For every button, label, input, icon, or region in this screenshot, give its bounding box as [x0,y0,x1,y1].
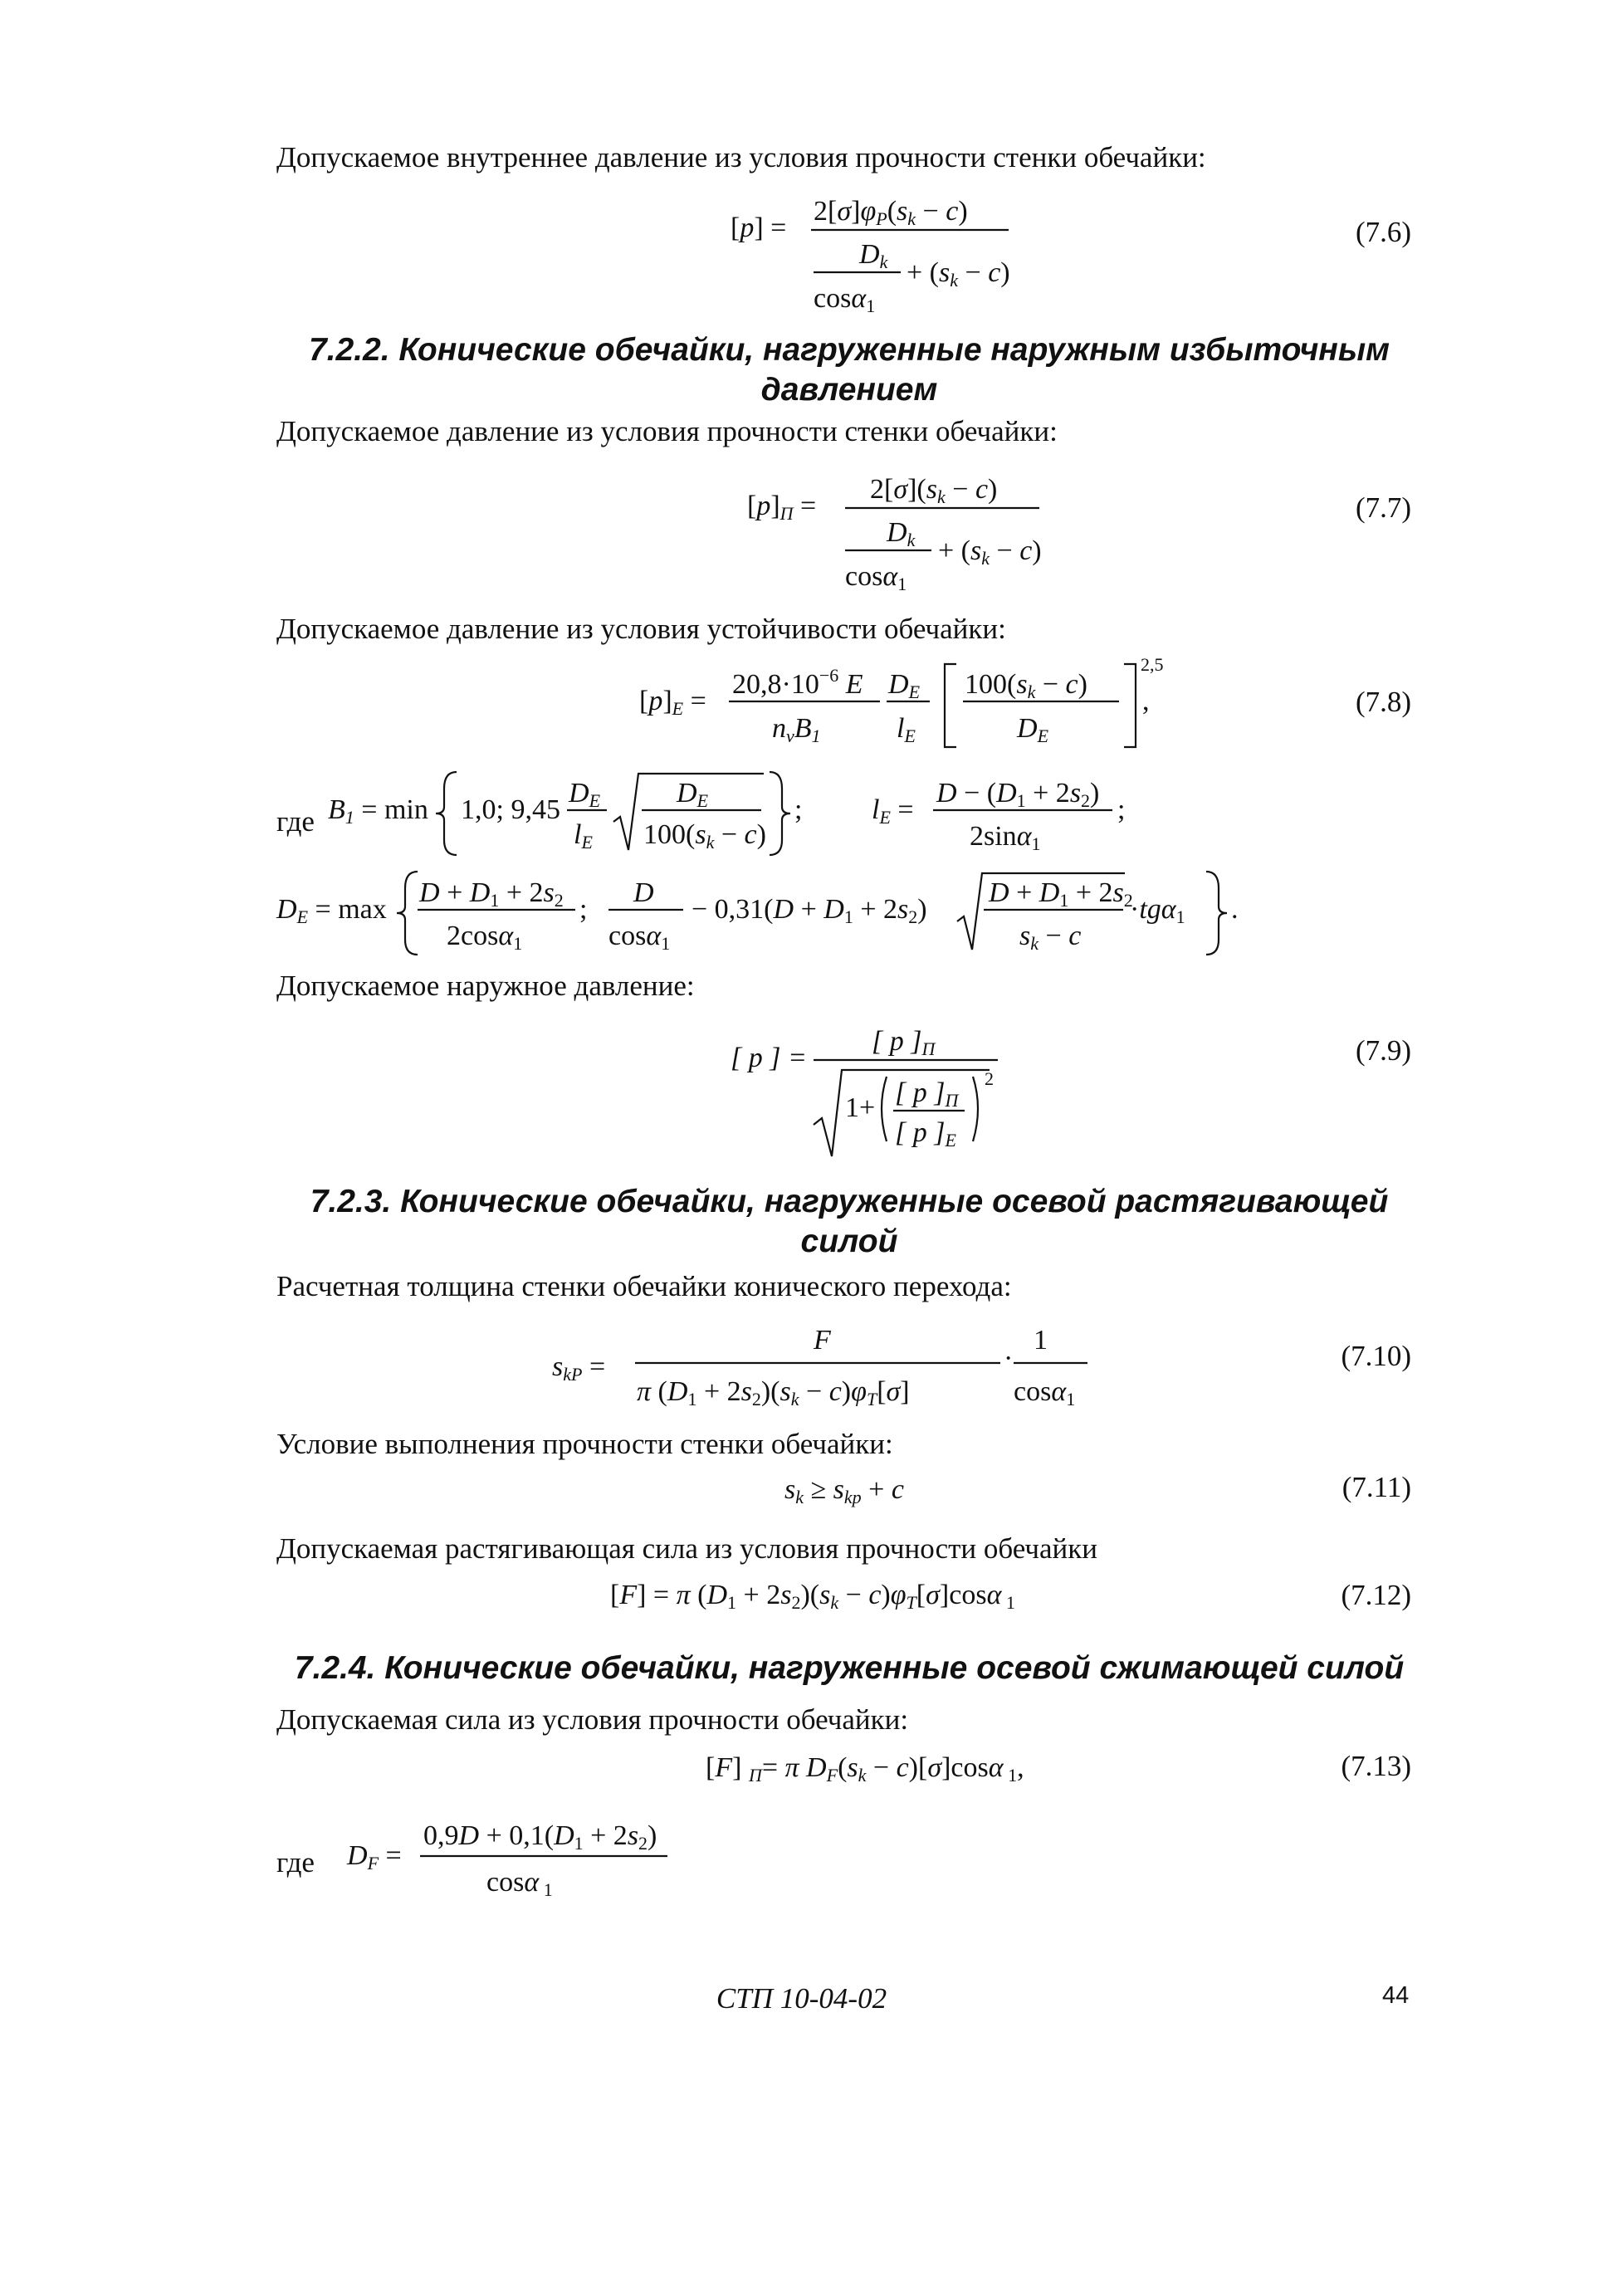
svg-text:+ (sk − c): + (sk − c) [907,257,1010,291]
svg-text:DE: DE [1017,713,1049,746]
svg-text:;: ; [579,894,588,925]
svg-text:B1 = min: B1 = min [328,794,428,828]
formula-de-definition [276,863,1256,963]
formula-7-6 [731,187,1029,328]
svg-text:0,9D + 0,1(D1 + 2s2): 0,9D + 0,1(D1 + 2s2) [423,1820,657,1854]
paragraph-internal-pressure: Допускаемое внутреннее давление из условия прочности стенки обечайки: [276,141,1206,173]
heading-7-2-4: 7.2.4. Конические обечайки, нагруженные осевой сжимающей силой [294,1650,1405,1686]
footer-document-code: СТП 10-04-02 [716,1982,887,2015]
svg-text:[ p ]E: [ p ]E [895,1117,956,1150]
formula-7-8 [639,656,1170,755]
svg-text:DE = max: DE = max [276,894,387,927]
svg-text:2[σ]φP(sk − c): 2[σ]φP(sk − c) [814,196,968,229]
eq-number-7-9: (7.9) [1355,1034,1411,1067]
svg-text:skP =: skP = [552,1351,606,1385]
svg-text:2sinα1: 2sinα1 [970,821,1041,854]
svg-text:cosα1: cosα1 [845,561,907,594]
svg-text:D + D1 + 2s2: D + D1 + 2s2 [419,877,564,911]
svg-text:1+: 1+ [845,1092,876,1123]
svg-text:100(sk − c): 100(sk − c) [965,669,1087,702]
svg-text:[ p ] =: [ p ] = [731,1043,807,1073]
formula-df-definition [347,1810,696,1909]
svg-text:lE: lE [574,819,593,852]
svg-text:;: ; [794,794,803,825]
svg-text:cosα1: cosα1 [1014,1376,1076,1409]
svg-text:DE: DE [677,778,709,811]
svg-text:;: ; [1117,794,1126,825]
svg-text:− 0,31(D + D1 + 2s2): − 0,31(D + D1 + 2s2) [692,894,927,927]
label-where-b1: где [276,805,315,838]
svg-text:1,0; 9,45: 1,0; 9,45 [461,794,560,825]
formula-7-10 [552,1316,1100,1415]
svg-text:100(sk − c): 100(sk − c) [643,819,766,852]
eq-number-7-11: (7.11) [1342,1471,1411,1503]
formula-7-11 [784,1465,984,1515]
svg-text:.: . [1231,894,1239,925]
svg-text:DF =: DF = [347,1840,402,1873]
svg-text:·tgα1: ·tgα1 [1130,894,1185,927]
formula-7-12 [610,1571,1125,1620]
eq-number-7-8: (7.8) [1355,686,1411,718]
paragraph-compressive-force: Допускаемая сила из условия прочности обечайки: [276,1703,909,1736]
svg-text:cosα1: cosα1 [608,921,671,954]
svg-text:+ (sk − c): + (sk − c) [938,535,1042,569]
svg-text:[ p ]П: [ p ]П [872,1026,936,1059]
svg-text:[p]E =: [p]E = [639,686,706,719]
svg-text:·: · [1004,1343,1014,1374]
svg-text:2cosα1: 2cosα1 [447,921,523,954]
paragraph-stability-pressure: Допускаемое давление из условия устойчивости обечайки: [276,613,1006,645]
svg-text:[F] П= π DF(sk − c)[σ]cosα 1,: [F] П= π DF(sk − c)[σ]cosα 1, [706,1752,1024,1786]
paragraph-tensile-force: Допускаемая растягивающая сила из условия прочности обечайки [276,1532,1098,1565]
svg-text:F: F [814,1325,831,1356]
paragraph-strength-condition: Условие выполнения прочности стенки обечайки: [276,1428,893,1460]
eq-number-7-6: (7.6) [1355,216,1411,248]
formula-7-7 [747,465,1063,606]
svg-text:D: D [633,877,654,908]
svg-text:[F] = π (D1 + 2s2)(sk − c)φT[σ: [F] = π (D1 + 2s2)(sk − c)φT[σ]cosα 1 [610,1580,1015,1613]
svg-text:π (D1 + 2s2)(sk − c)φT[σ]: π (D1 + 2s2)(sk − c)φT[σ] [637,1376,910,1409]
svg-text:,: , [1142,686,1150,716]
heading-7-2-3: 7.2.3. Конические обечайки, нагруженные осевой растягивающей силой [310,1184,1389,1259]
svg-text:DE: DE [569,778,601,811]
svg-text:20,8·10−6 E: $20,8\cdot 10^{-6}$ E [732,665,863,700]
svg-text:1: 1 [1034,1325,1048,1356]
label-where-df: где [276,1846,315,1878]
formula-7-13 [706,1743,1104,1793]
svg-text:cosα 1: cosα 1 [486,1867,553,1900]
paragraph-external-pressure: Допускаемое наружное давление: [276,970,695,1002]
svg-text:Dk: Dk [887,517,916,550]
svg-text:2[σ](sk − c): 2[σ](sk − c) [870,474,998,507]
svg-text:sk − c: sk − c [1019,921,1082,954]
svg-text:2,5: 2,5 [1141,654,1164,675]
svg-text:D − (D1 + 2s2): D − (D1 + 2s2) [936,778,1100,811]
paragraph-strength-pressure: Допускаемое давление из условия прочности стенки обечайки: [276,415,1058,447]
svg-text:[p] =: [p] = [731,213,787,243]
heading-7-2-2: 7.2.2. Конические обечайки, нагруженные наружным избыточным давлением [308,332,1390,408]
svg-text:lE =: lE = [872,794,914,828]
paragraph-calc-thickness: Расчетная толщина стенки обечайки конического перехода: [276,1270,1012,1302]
eq-number-7-7: (7.7) [1355,491,1411,524]
page-number: 44 [1382,1982,1410,2009]
formula-7-9 [731,1017,1029,1166]
svg-text:cosα1: cosα1 [814,283,876,316]
formula-le-definition [872,764,1137,863]
svg-text:sk ≥ skp + c: sk ≥ skp + c [784,1474,904,1507]
svg-text:[p]П =: [p]П = [747,491,817,524]
svg-text:2: 2 [985,1068,994,1089]
svg-text:lE: lE [897,713,916,746]
eq-number-7-13: (7.13) [1341,1750,1411,1782]
eq-number-7-10: (7.10) [1341,1340,1411,1372]
svg-text:DE: DE [888,669,921,702]
svg-text:Dk: Dk [859,239,888,272]
svg-text:nvB1: nvB1 [772,713,821,746]
eq-number-7-12: (7.12) [1341,1579,1411,1611]
formula-b1-definition [328,764,809,863]
svg-text:[ p ]П: [ p ]П [895,1077,959,1111]
svg-text:D + D1 + 2s2: D + D1 + 2s2 [989,877,1133,911]
